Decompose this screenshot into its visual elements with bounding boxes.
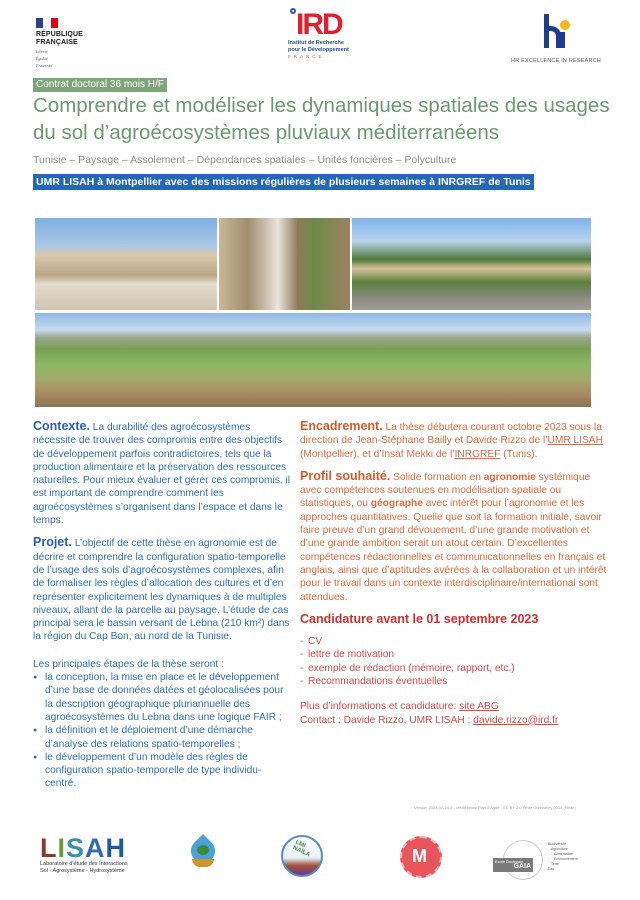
ird-mark-icon: IRD: [288, 10, 358, 40]
lisah-mark: LISAH: [40, 833, 127, 863]
site-abg-link[interactable]: site ABG: [459, 701, 499, 713]
tunisia-landscape-panorama: [35, 313, 591, 407]
rf-title-line2: FRANÇAISE: [36, 39, 78, 46]
inrgref-link[interactable]: INRGREF: [454, 448, 501, 460]
page-title: Comprendre et modéliser les dynamiques spatiales des usages du sol d’agroécosystèmes pluviaux méditerranéens: [33, 94, 610, 144]
contexte-paragraph: Contexte. La durabilité des agroécosystèmes nécessite de trouver des compromis entre des objectifs de développement parfois contradictoires, tels que la production alimentaire et la préservation des ressources naturelles. Pour mieux évaluer et gérer ces compromis, il est important de comprendre comment les agroécosystèmes s’organisent dans l’espace et dans le temps.: [33, 419, 291, 527]
hr-mark-icon: [536, 12, 576, 52]
list-item: ● la définition et le déploiement d’une démarche d’analyse des relations spatio-temporelles ;: [33, 724, 291, 751]
deadline-heading: Candidature avant le 01 septembre 2023: [300, 611, 539, 626]
hr-excellence-logo: [506, 12, 606, 64]
lmi-naila-logo: LMI NAÏLA: [281, 835, 323, 877]
gaia-list: Biodiversité Agriculture Alimentation Environnement Terre Eau: [548, 842, 578, 871]
keywords: Tunisie – Paysage – Assolement – Dépendances spatiales – Unités foncières – Polyculture: [33, 154, 457, 166]
montpellier-street-photo: [219, 218, 350, 310]
montpellier-square-photo: [35, 218, 217, 310]
projet-paragraph: Projet. L’objectif de cette thèse en agronomie est de décrire et comprendre la configuration spatio-temporelle de l’usage des sols d’agroécosystèmes complexes, afin de formaliser les règles d’allocation des cultures et d’en représenter explicitement les dynamiques à de multiples niveaux, allant de la parcelle au paysage. L’étude de cas principal sera le bassin versant de Lebna (210 km²) dans la région du Cap Bon, au nord de la Tunisie.: [33, 535, 290, 643]
steps-intro: Les principales étapes de la thèse seront :: [33, 658, 224, 670]
ird-line3: FRANCE: [288, 54, 325, 59]
rf-title-line1: RÉPUBLIQUE: [36, 31, 83, 38]
ird-line2: pour le Développement: [288, 47, 349, 53]
info-line: Plus d’informations et candidature: site ABG: [300, 701, 499, 713]
contact-line: Contact : Davide Rizzo, UMR LISAH : davide.rizzo@ird.fr: [300, 714, 559, 726]
umr-lisah-link[interactable]: UMR LISAH: [547, 435, 603, 447]
steps-list: [33, 671, 291, 791]
encadrement-paragraph: Encadrement. La thèse débutera courant octobre 2023 sous la direction de Jean-Stéphane Bailly et Davide Rizzo de l’UMR LISAH (Montpellier), et d’Insaf Mekki de l’INRGREF (Tunis).: [300, 419, 603, 460]
photo-credit: Version 2023-07-24-3 - crédit photo Plan d'Agde : CC BY 2.0 Peter Curbishley 2014 (Flickr): [414, 805, 576, 810]
location-banner: UMR LISAH à Montpellier avec des missions régulières de plusieurs semaines à INRGREF de Tunis: [33, 174, 534, 190]
rf-motto-3: Fraternité: [36, 63, 53, 68]
gaia-box: Ecole Doctorale GAIA: [495, 859, 531, 870]
right-column: [300, 420, 610, 727]
contract-tag: Contrat doctoral 36 mois H/F: [33, 78, 167, 92]
profil-heading: Profil souhaité.: [300, 468, 391, 483]
republique-francaise-logo: [36, 18, 106, 68]
list-item: ● la conception, la mise en place et le développement d’une base de données datées et géolocalisées pour la description géographique pluriannuelle des agroécosystèmes du Lebna dans une logique FAIR ;: [33, 671, 291, 724]
montpellier-building-photo: [352, 218, 591, 310]
ird-logo: [288, 10, 358, 59]
list-item: - exemple de rédaction (mémoire, rapport, etc.): [300, 662, 610, 675]
ird-line1: Institut de Recherche: [288, 40, 344, 46]
lisah-logo: [40, 835, 155, 875]
ecole-doctorale-gaia-logo: [493, 840, 583, 880]
french-flag-icon: [36, 18, 58, 28]
lisah-sub1: Laboratoire d'étude des Interactions: [40, 861, 128, 867]
inrgref-water-drop-logo: [188, 833, 218, 875]
projet-heading: Projet.: [33, 535, 72, 550]
rf-motto-1: Liberté: [36, 49, 48, 54]
encadrement-heading: Encadrement.: [300, 419, 383, 433]
left-column: [33, 420, 291, 791]
contact-email-link[interactable]: davide.rizzo@ird.fr: [473, 714, 559, 726]
profil-paragraph: Profil souhaité. Solide formation en agronomie systémique avec compétences soutenues en modélisation spatiale ou statistiques, ou géographe avec intérêt pour l’agronomie et les approches quantitatives. Quelle que soit la formation initiale, savoir faire preuve d’un grand dévouement, d’une grande motivation et d’une grande ambition serait un atout certain. D’excellentes compétences rédactionnelles et communicationnelles en français et anglais, ainsi que d’aptitudes avérées à la collaboration et un intérêt pour le travail dans un contexte interdisciplinaire/international sont attendues.: [300, 468, 607, 603]
list-item: - lettre de motivation: [300, 648, 610, 661]
list-item: - CV: [300, 635, 610, 648]
documents-list: [300, 635, 610, 688]
list-item: ● le développement d’un modèle des règles de configuration spatio-temporelle de type individu-centré.: [33, 751, 291, 791]
universite-montpellier-seal-logo: M: [400, 836, 442, 878]
list-item: - Recommandations éventuelles: [300, 675, 610, 688]
hr-caption: HR EXCELLENCE IN RESEARCH: [511, 58, 601, 64]
contexte-heading: Contexte.: [33, 419, 90, 433]
lisah-sub2: Sol - Agrosystème - Hydrosystème: [40, 868, 125, 874]
rf-motto-2: Égalité: [36, 56, 48, 61]
